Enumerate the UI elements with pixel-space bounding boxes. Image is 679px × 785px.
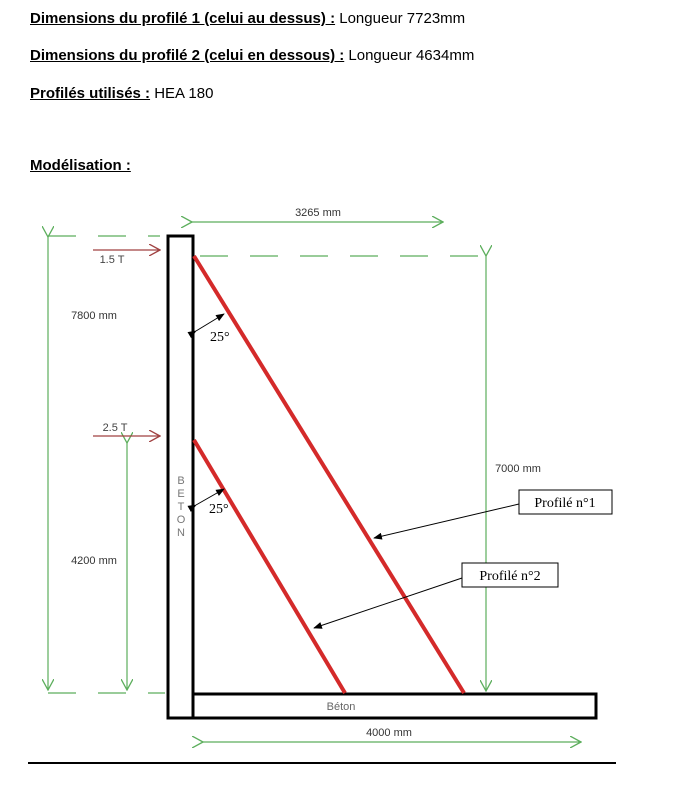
angle-bottom-label: 25° (209, 502, 229, 517)
modelisation-label: Modélisation : (30, 157, 131, 174)
callout-profile-1-label: Profilé n°1 (534, 496, 596, 511)
force-mid-label: 2.5 T (102, 422, 128, 434)
profile-2-beam (194, 440, 345, 693)
profile-2-dimensions-value: Longueur 4634mm (344, 47, 475, 64)
floor-label: Béton (326, 701, 356, 713)
wall-letter-b: B (177, 475, 185, 487)
angle-top-label: 25° (210, 330, 230, 345)
dimension-bottom-label: 4000 mm (366, 727, 412, 739)
angle-top-arrow (196, 314, 224, 331)
profile-1-dimensions-label: Dimensions du profilé 1 (celui au dessus) : (30, 10, 336, 27)
wall-letter-t: T (177, 501, 185, 513)
profiles-used-value: HEA 180 (150, 85, 214, 102)
dimension-left-total-label: 7800 mm (71, 310, 117, 322)
force-top-label: 1.5 T (99, 254, 125, 266)
profile-1-beam (194, 256, 464, 693)
wall-letter-n: N (177, 527, 185, 539)
profile-2-dimensions-label: Dimensions du profilé 2 (celui en dessous) : (30, 47, 345, 64)
profiles-used-label: Profilés utilisés : (30, 85, 151, 102)
dimension-left-lower-label: 4200 mm (71, 555, 117, 567)
concrete-floor (193, 694, 596, 718)
wall-letter-o: O (176, 514, 186, 526)
profile-1-dimensions-value: Longueur 7723mm (335, 10, 466, 27)
dimension-right-label: 7000 mm (495, 463, 541, 475)
dimension-top-label: 3265 mm (295, 207, 341, 219)
callout-profile-2-label: Profilé n°2 (479, 569, 541, 584)
wall-letter-e: E (177, 488, 185, 500)
callout-profile-2-arrow (314, 578, 462, 628)
callout-profile-1-arrow (374, 504, 519, 538)
